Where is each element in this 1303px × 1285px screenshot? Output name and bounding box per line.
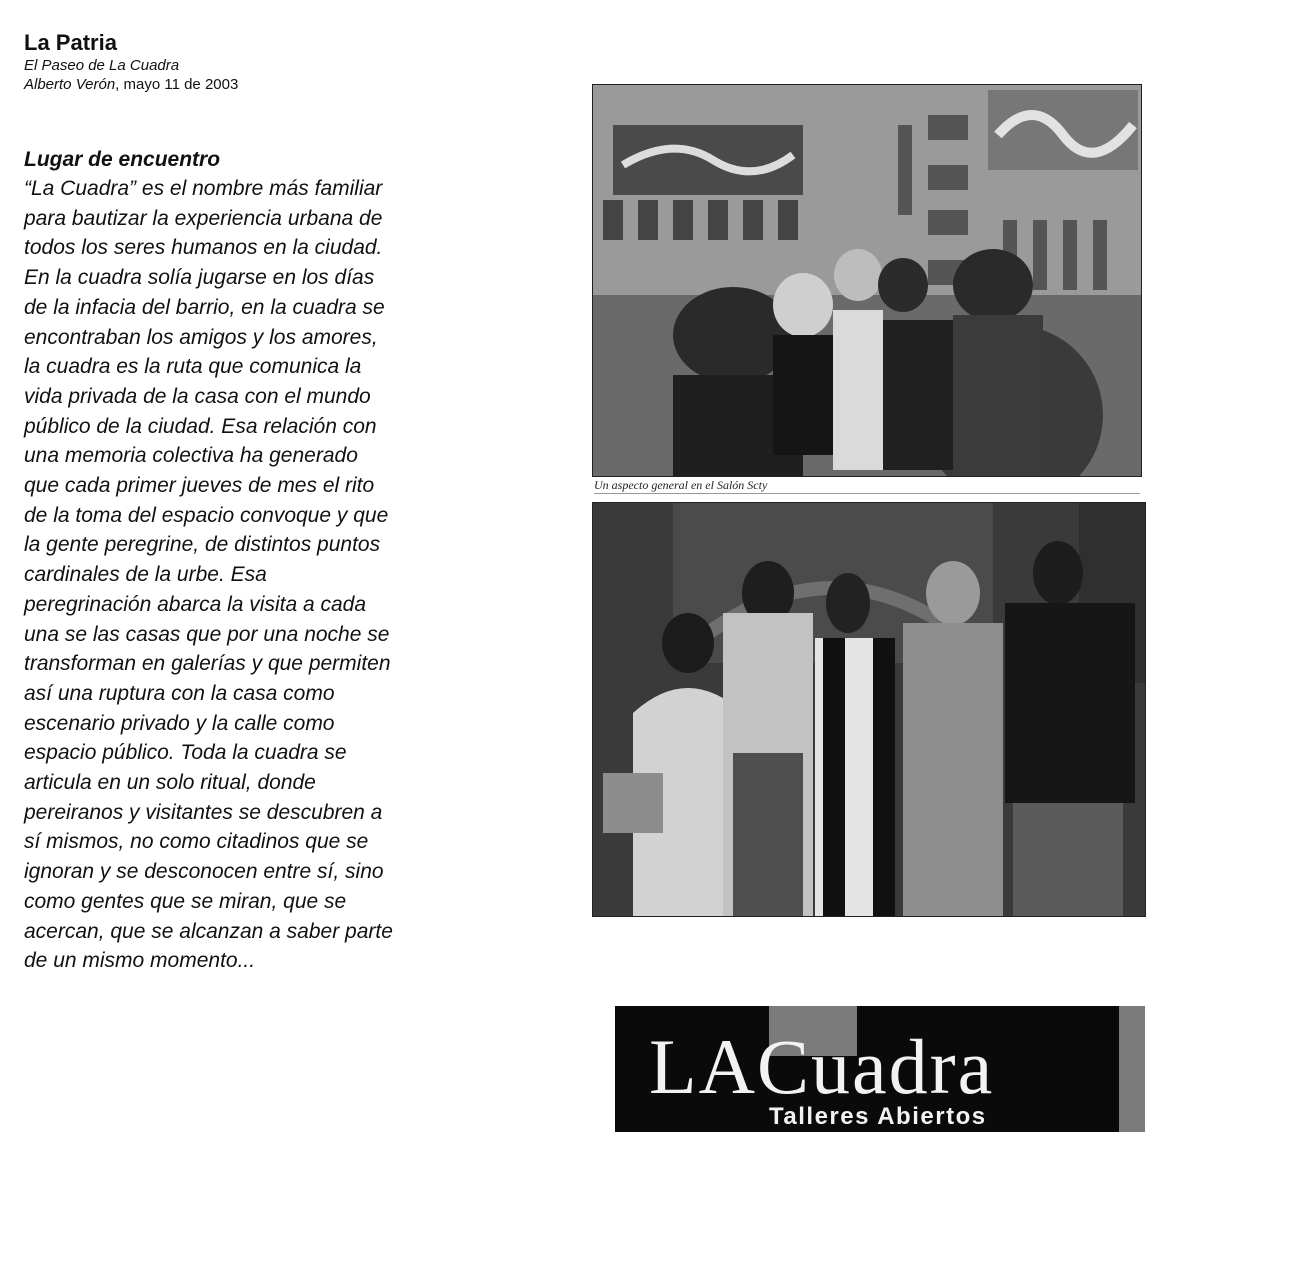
article-line: como gentes que se miran, que se	[24, 889, 347, 913]
article-line: “La Cuadra” es el nombre más familiar	[24, 177, 383, 200]
article-line: una se las casas que por una noche se	[24, 622, 390, 646]
article-line: público de la ciudad. Esa relación con	[24, 414, 377, 438]
article-line: escenario privado y la calle como	[24, 711, 335, 735]
article-header	[24, 30, 238, 94]
article-body	[24, 174, 474, 976]
article-line: pereiranos y visitantes se descubren a	[24, 800, 383, 824]
article-line: de la infacia del barrio, en la cuadra se	[24, 295, 385, 319]
article-line: de un mismo momento...	[24, 949, 256, 973]
group-photo-image	[593, 503, 1145, 916]
article-line: articula en un solo ritual, donde	[24, 771, 316, 795]
article-line: para bautizar la experiencia urbana de	[24, 206, 383, 230]
la-cuadra-logo	[615, 1006, 1145, 1132]
article-line: transforman en galerías y que permiten	[24, 652, 391, 676]
logo-side-bar	[1119, 1006, 1145, 1132]
article-line: todos los seres humanos en la ciudad.	[24, 236, 383, 260]
gallery-photo	[592, 84, 1142, 477]
article-line: encontraban los amigos y los amores,	[24, 325, 378, 349]
article-line: de la toma del espacio convoque y que	[24, 503, 389, 527]
gallery-photo-image	[593, 85, 1141, 476]
article-line: ignoran y se desconocen entre sí, sino	[24, 860, 384, 884]
article-line: En la cuadra solía jugarse en los días	[24, 266, 375, 290]
logo-letter-c: C	[757, 1023, 812, 1110]
group-photo	[592, 502, 1146, 917]
article-line: espacio público. Toda la cuadra se	[24, 741, 347, 765]
article-line: la cuadra es la ruta que comunica la	[24, 355, 362, 379]
article-line: que cada primer jueves de mes el rito	[24, 474, 375, 498]
byline	[24, 75, 238, 94]
photo-caption: Un aspecto general en el Salón Scty	[594, 478, 1140, 494]
publication-name: La Patria	[24, 30, 117, 55]
logo-word-rest: uadra	[811, 1023, 995, 1110]
section-title: El Paseo de La Cuadra	[24, 57, 180, 74]
article-line: cardinales de la urbe. Esa	[24, 563, 267, 587]
logo-letter-a: A	[698, 1023, 757, 1110]
logo-wordmark	[649, 1023, 995, 1110]
publish-date: , mayo 11 de 2003	[115, 76, 239, 93]
article-line: la gente peregrine, de distintos puntos	[24, 533, 381, 557]
logo-letter-l: L	[649, 1023, 699, 1110]
article-line: peregrinación abarca la visita a cada	[24, 592, 367, 616]
article-text	[24, 146, 474, 976]
logo-tagline: Talleres Abiertos	[769, 1103, 987, 1130]
article-line: una memoria colectiva ha generado	[24, 444, 358, 468]
article-line: sí mismos, no como citadinos que se	[24, 830, 369, 854]
article-line: vida privada de la casa con el mundo	[24, 384, 371, 408]
article-heading: Lugar de encuentro	[24, 148, 221, 171]
article-line: así una ruptura con la casa como	[24, 681, 335, 705]
author-name: Alberto Verón	[24, 76, 116, 93]
article-line: acercan, que se alcanzan a saber parte	[24, 919, 393, 943]
